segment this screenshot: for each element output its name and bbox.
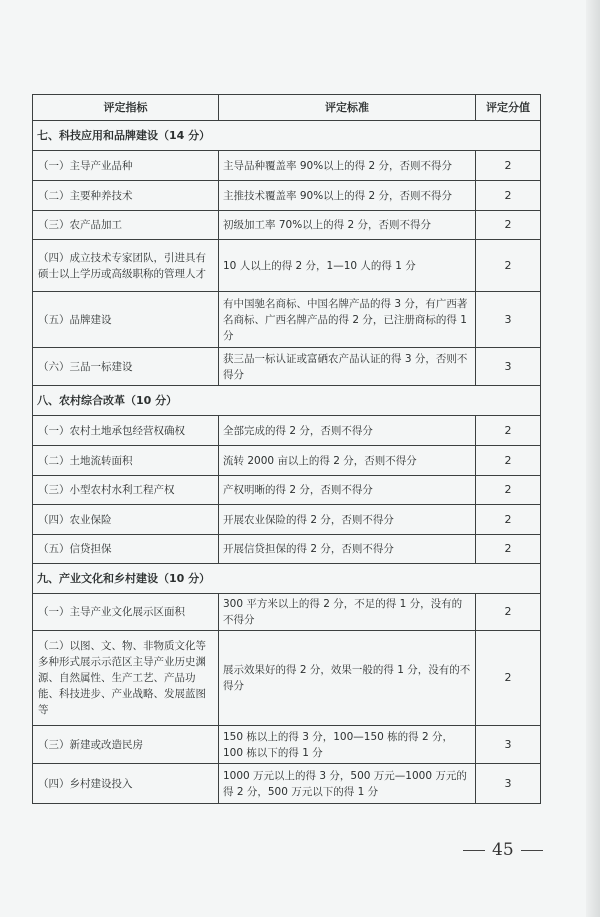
table-row (33, 535, 541, 564)
section-row (33, 386, 541, 416)
score-cell: 2 (476, 151, 541, 181)
criteria-cell: 全部完成的得 2 分，否则不得分 (219, 416, 476, 446)
indicator-cell: （四）农业保险 (33, 505, 219, 535)
indicator-cell: （一）主导产业品种 (33, 151, 219, 181)
indicator-cell: （二）土地流转面积 (33, 446, 219, 476)
score-cell: 2 (476, 181, 541, 211)
criteria-cell: 有中国驰名商标、中国名牌产品的得 3 分，有广西著名商标、广西名牌产品的得 2 分，已注册商标的得 1 分 (219, 292, 476, 348)
score-cell: 2 (476, 505, 541, 535)
table-row (33, 594, 541, 631)
score-cell: 3 (476, 348, 541, 386)
table-row (33, 292, 541, 348)
indicator-cell: （三）农产品加工 (33, 211, 219, 240)
table-row (33, 416, 541, 446)
table-row (33, 505, 541, 535)
table-row (33, 446, 541, 476)
indicator-cell: （六）三品一标建设 (33, 348, 219, 386)
criteria-cell: 150 栋以上的得 3 分，100—150 栋的得 2 分，100 栋以下的得 1 分 (219, 726, 476, 764)
score-cell: 2 (476, 476, 541, 505)
page-number: 45 (492, 840, 514, 860)
evaluation-table (32, 94, 541, 804)
header-indicator: 评定指标 (33, 95, 219, 121)
indicator-cell: （四）乡村建设投入 (33, 764, 219, 804)
score-cell: 3 (476, 292, 541, 348)
criteria-cell: 主推技术覆盖率 90%以上的得 2 分，否则不得分 (219, 181, 476, 211)
indicator-cell: （二）主要种养技术 (33, 181, 219, 211)
section-row (33, 564, 541, 594)
score-cell: 3 (476, 764, 541, 804)
table-row (33, 764, 541, 804)
table-row (33, 181, 541, 211)
score-cell: 2 (476, 240, 541, 292)
page-footer (463, 840, 543, 860)
criteria-cell: 1000 万元以上的得 3 分，500 万元—1000 万元的得 2 分，500 万元以下的得 1 分 (219, 764, 476, 804)
criteria-cell: 主导品种覆盖率 90%以上的得 2 分，否则不得分 (219, 151, 476, 181)
table-row (33, 726, 541, 764)
criteria-cell: 300 平方米以上的得 2 分，不足的得 1 分，没有的不得分 (219, 594, 476, 631)
table-row (33, 631, 541, 726)
score-cell: 2 (476, 631, 541, 726)
section-row (33, 121, 541, 151)
indicator-cell: （二）以图、文、物、非物质文化等多种形式展示示范区主导产业历史渊源、自然属性、生产工艺、产品功能、科技进步、产业战略、发展蓝图等 (33, 631, 219, 726)
table-header-row (33, 95, 541, 121)
score-cell: 2 (476, 416, 541, 446)
score-cell: 2 (476, 211, 541, 240)
table-row (33, 211, 541, 240)
score-cell: 2 (476, 535, 541, 564)
footer-dash-left (463, 850, 485, 851)
footer-dash-right (521, 850, 543, 851)
criteria-cell: 开展信贷担保的得 2 分，否则不得分 (219, 535, 476, 564)
criteria-cell: 开展农业保险的得 2 分，否则不得分 (219, 505, 476, 535)
score-cell: 3 (476, 726, 541, 764)
header-score: 评定分值 (476, 95, 541, 121)
section-title: 九、产业文化和乡村建设（10 分） (33, 564, 541, 594)
indicator-cell: （四）成立技术专家团队，引进具有硕士以上学历或高级职称的管理人才 (33, 240, 219, 292)
indicator-cell: （一）主导产业文化展示区面积 (33, 594, 219, 631)
criteria-cell: 初级加工率 70%以上的得 2 分，否则不得分 (219, 211, 476, 240)
table-row (33, 476, 541, 505)
page-edge-shadow (586, 0, 600, 917)
header-criteria: 评定标准 (219, 95, 476, 121)
indicator-cell: （三）新建或改造民房 (33, 726, 219, 764)
table-row (33, 151, 541, 181)
table-row (33, 348, 541, 386)
criteria-cell: 10 人以上的得 2 分，1—10 人的得 1 分 (219, 240, 476, 292)
score-cell: 2 (476, 594, 541, 631)
indicator-cell: （一）农村土地承包经营权确权 (33, 416, 219, 446)
table-row (33, 240, 541, 292)
criteria-cell: 获三品一标认证或富硒农产品认证的得 3 分，否则不得分 (219, 348, 476, 386)
indicator-cell: （五）信贷担保 (33, 535, 219, 564)
section-title: 八、农村综合改革（10 分） (33, 386, 541, 416)
indicator-cell: （三）小型农村水利工程产权 (33, 476, 219, 505)
criteria-cell: 展示效果好的得 2 分，效果一般的得 1 分，没有的不得分 (219, 631, 476, 726)
criteria-cell: 流转 2000 亩以上的得 2 分，否则不得分 (219, 446, 476, 476)
criteria-cell: 产权明晰的得 2 分，否则不得分 (219, 476, 476, 505)
score-cell: 2 (476, 446, 541, 476)
indicator-cell: （五）品牌建设 (33, 292, 219, 348)
section-title: 七、科技应用和品牌建设（14 分） (33, 121, 541, 151)
